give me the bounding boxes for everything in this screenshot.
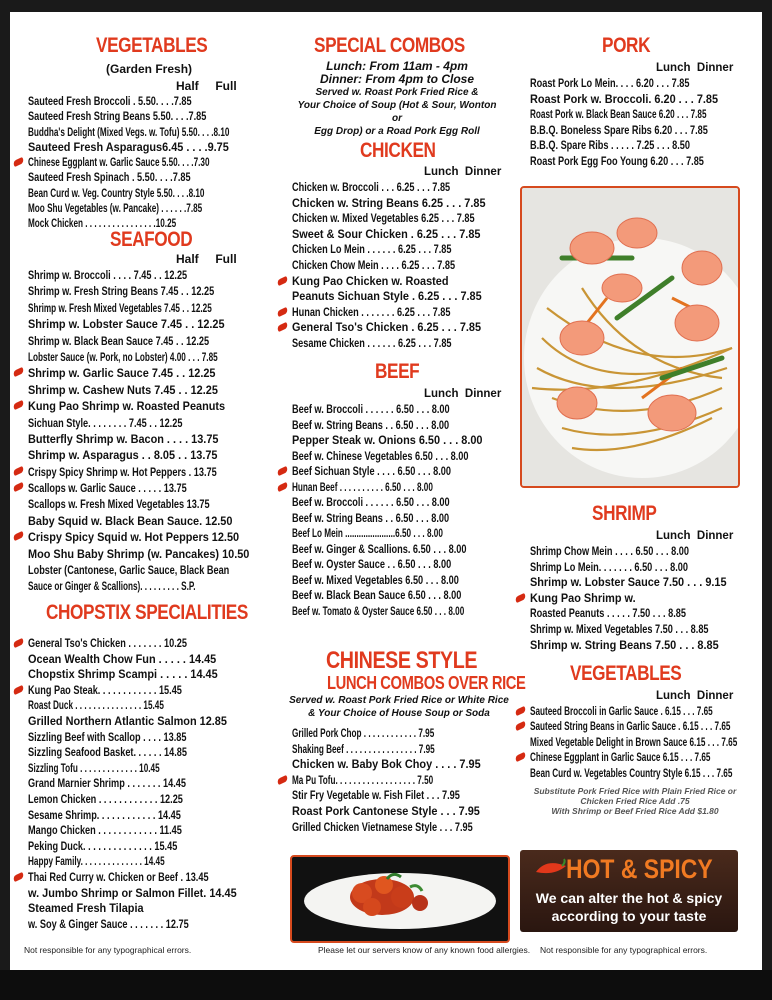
vegetables2-menu-item: [530, 750, 760, 765]
menu-item-text: Sizzling Tofu . . . . . . . . . . . . . 10.45: [28, 760, 160, 775]
menu-item-text: Grilled Northern Atlantic Salmon 12.85: [28, 713, 227, 728]
menu-item-text: Crispy Spicy Squid w. Hot Peppers 12.50: [28, 530, 240, 545]
rice-substitution-notes: [530, 786, 740, 816]
chicken-menu-item: [292, 289, 512, 305]
general-tso-dish-image: [292, 857, 508, 941]
rice-note-2: Chicken Fried Rice Add .75: [580, 796, 690, 806]
menu-item-text: Roast Pork Lo Mein. . . . 6.20 . . . 7.85: [530, 76, 690, 90]
chicken-menu-item: [292, 258, 512, 274]
menu-item-text: Kung Pao Steak. . . . . . . . . . . . 15.45: [28, 682, 182, 697]
chopstix-menu-item: [28, 730, 254, 746]
menu-item-text: Sauteed Fresh String Beans 5.50. . . .7.85: [28, 109, 207, 124]
menu-item-text: B.B.Q. Spare Ribs . . . . . 7.25 . . . 8.50: [530, 138, 691, 152]
menu-item-text: Hunan Chicken . . . . . . . 6.25 . . . 7.85: [292, 304, 451, 319]
menu-item-text: Beef w. Broccoli . . . . . . 6.50 . . . 8.00: [292, 495, 450, 509]
seafood-menu-item: [28, 464, 254, 480]
menu-item-text: Shrimp w. Asparagus . . 8.05 . . 13.75: [28, 448, 218, 463]
menu-item-text: Mock Chicken . . . . . . . . . . . . . . . .10.25: [28, 216, 177, 231]
chinese-style-line-2: & Your Choice of House Soup or Soda: [308, 708, 490, 719]
menu-item-text: Pepper Steak w. Onions 6.50 . . . 8.00: [292, 433, 483, 447]
menu-item-text: Sizzling Beef with Scallop . . . . 13.85: [28, 729, 187, 744]
menu-item-text: Stir Fry Vegetable w. Fish Filet . . . 7.95: [292, 788, 460, 803]
menu-item-text: Shrimp w. Fresh String Beans 7.45 . . 12.25: [28, 284, 215, 299]
seafood-menu-item: [28, 316, 254, 332]
menu-item-text: Sauce or Ginger & Scallions). . . . . . . . . S.P.: [28, 579, 196, 594]
shrimp-menu-item: [530, 638, 760, 654]
chinese-style-line-1: Served w. Roast Pork Fried Rice or White Rice: [289, 695, 509, 706]
menu-item-text: Beef Lo Mein ......................6.50 . . . 8.00: [292, 526, 443, 540]
menu-item-text: Chicken w. Mixed Vegetables 6.25 . . . 7.85: [292, 211, 475, 226]
shrimp-list: [530, 544, 760, 653]
vegetables2-title: VEGETABLES: [570, 662, 682, 685]
pork-menu-item: [530, 92, 760, 108]
vegetables2-menu-item: [530, 735, 760, 750]
vegetables2-header: Lunch Dinner: [656, 690, 734, 702]
chinese_style-menu-item: [292, 820, 512, 836]
chicken-menu-item: [292, 336, 512, 352]
menu-item-text: Sweet & Sour Chicken . 6.25 . . . 7.85: [292, 226, 481, 241]
rice-note-1: Substitute Pork Fried Rice with Plain Fried Rice or: [533, 786, 737, 796]
menu-item-text: Chinese Eggplant w. Garlic Sauce 5.50. . . .7.30: [28, 155, 210, 170]
chinese-style-title: CHINESE STYLE: [326, 647, 478, 674]
chicken-menu-item: [292, 305, 512, 321]
shrimp-menu-item: [530, 560, 760, 576]
beef-menu-item: [292, 511, 512, 527]
menu-item-text: Beef w. Chinese Vegetables 6.50 . . . 8.00: [292, 448, 469, 463]
menu-item-text: Moo Shu Baby Shrimp (w. Pancakes) 10.50: [28, 546, 250, 561]
beef-menu-item: [292, 402, 512, 418]
chinese-style-info: [286, 694, 512, 720]
menu-item-text: Mango Chicken . . . . . . . . . . . . 11.45: [28, 823, 182, 838]
menu-item-text: Chopstix Shrimp Scampi . . . . . 14.45: [28, 667, 218, 682]
menu-item-text: Beef w. Oyster Sauce . . 6.50 . . . 8.00: [292, 557, 452, 571]
footer-right: Not responsible for any typographical errors.: [540, 945, 708, 955]
chicken-menu-item: [292, 211, 512, 227]
seafood-menu-item: [28, 283, 254, 299]
beef-menu-item: [292, 542, 512, 558]
pork-menu-item: [530, 107, 760, 123]
chinese_style-menu-item: [292, 742, 512, 758]
menu-item-text: Roast Duck . . . . . . . . . . . . . . . 15.45: [28, 698, 164, 713]
menu-item-text: Lobster Sauce (w. Pork, no Lobster) 4.00 . . . 7.85: [28, 349, 218, 364]
menu-item-text: Beef w. Black Bean Sauce 6.50 . . . 8.00: [292, 588, 462, 602]
seafood-menu-item: [28, 333, 254, 349]
seafood-menu-item: [28, 382, 254, 398]
menu-item-text: Shrimp w. Lobster Sauce 7.50 . . . 9.15: [530, 575, 727, 590]
pork-header: Lunch Dinner: [656, 62, 734, 74]
menu-item-text: Roast Pork Egg Foo Young 6.20 . . . 7.85: [530, 153, 704, 168]
combo-line-4: Your Choice of Soup (Hot & Sour, Wonton or: [297, 100, 497, 124]
pork-menu-item: [530, 123, 760, 139]
seafood-menu-item: [28, 365, 254, 381]
menu-item-text: Peanuts Sichuan Style . 6.25 . . . 7.85: [292, 289, 482, 304]
seafood-menu-item: [28, 496, 254, 512]
menu-item-text: General Tso's Chicken . 6.25 . . . 7.85: [292, 320, 482, 335]
shrimp-menu-item: [530, 622, 760, 638]
hot-spicy-title: HOT & SPICY: [566, 854, 713, 884]
chopstix-menu-item: [28, 761, 254, 777]
menu-item-text: Thai Red Curry w. Chicken or Beef . 13.45: [28, 869, 209, 884]
vegetables-menu-item: [28, 94, 254, 109]
vegetables-menu-item: [28, 186, 254, 201]
chopstix-menu-item: [28, 667, 254, 683]
menu-item-text: Mixed Vegetable Delight in Brown Sauce 6.15 . . . 7.65: [530, 734, 738, 749]
menu-item-text: Happy Family. . . . . . . . . . . . . . 14.45: [28, 854, 165, 869]
combo-line-5: Egg Drop) or a Road Pork Egg Roll: [314, 126, 480, 137]
menu-item-text: Chicken w. String Beans 6.25 . . . 7.85: [292, 195, 486, 210]
seafood-menu-item: [28, 529, 254, 545]
seafood-menu-item: [28, 480, 254, 496]
seafood-menu-item: [28, 398, 254, 414]
chopstix-menu-item: [28, 652, 254, 668]
chopstix-menu-item: [28, 886, 254, 902]
menu-item-text: Chicken Lo Mein . . . . . . 6.25 . . . 7.85: [292, 242, 452, 257]
menu-item-text: Roast Pork w. Black Bean Sauce 6.20 . . . 7.85: [530, 107, 707, 121]
menu-item-text: Sesame Shrimp. . . . . . . . . . . . 14.45: [28, 807, 181, 822]
vegetables-subtitle: (Garden Fresh): [106, 62, 193, 76]
general-tso-photo: [290, 855, 510, 943]
vegetables-menu-item: [28, 109, 254, 124]
menu-item-text: Hunan Beef . . . . . . . . . . 6.50 . . . 8.00: [292, 479, 433, 494]
menu-item-text: B.B.Q. Boneless Spare Ribs 6.20 . . . 7.85: [530, 122, 708, 137]
menu-item-text: Moo Shu Vegetables (w. Pancake) . . . . . .7.85: [28, 201, 203, 216]
menu-item-text: Sichuan Style. . . . . . . . 7.45 . . 12.25: [28, 415, 183, 430]
menu-item-text: Sauteed Fresh Asparagus6.45 . . . .9.75: [28, 139, 229, 154]
menu-item-text: Beef w. Tomato & Oyster Sauce 6.50 . . . 8.00: [292, 603, 465, 618]
seafood-header: Half Full: [176, 252, 237, 266]
seafood-menu-item: [28, 415, 254, 431]
beef-header: Lunch Dinner: [424, 388, 502, 400]
menu-item-text: Buddha's Delight (Mixed Vegs. w. Tofu) 5.50. . . .8.10: [28, 124, 230, 139]
seafood-menu-item: [28, 562, 254, 578]
vegetables-list: [28, 94, 254, 232]
menu-item-text: Beef w. Mixed Vegetables 6.50 . . . 8.00: [292, 572, 459, 587]
menu-item-text: Chicken w. Broccoli . . . 6.25 . . . 7.85: [292, 180, 451, 194]
seafood-menu-item: [28, 431, 254, 447]
menu-item-text: Bean Curd w. Vegetables Country Style 6.15 . . . 7.65: [530, 765, 733, 780]
hot-spicy-banner: [520, 850, 738, 932]
shrimp-menu-item: [530, 591, 760, 607]
beef-menu-item: [292, 573, 512, 589]
beef-menu-item: [292, 557, 512, 573]
menu-item-text: Scallops w. Fresh Mixed Vegetables 13.75: [28, 497, 210, 512]
menu-item-text: Shrimp w. Garlic Sauce 7.45 . . 12.25: [28, 366, 216, 381]
footer-middle: Please let our servers know of any known food allergies.: [318, 945, 531, 955]
menu-item-text: Sauteed Fresh Spinach . 5.50. . . .7.85: [28, 170, 191, 185]
seafood-title: SEAFOOD: [110, 228, 193, 251]
menu-item-text: Baby Squid w. Black Bean Sauce. 12.50: [28, 513, 233, 528]
seafood-list: [28, 267, 254, 595]
chopstix-menu-item: [28, 745, 254, 761]
menu-item-text: Shrimp w. Lobster Sauce 7.45 . . 12.25: [28, 317, 225, 332]
menu-item-text: Lemon Chicken . . . . . . . . . . . . 12.25: [28, 791, 183, 806]
bottom-edge: [0, 970, 772, 1000]
menu-item-text: Chicken w. Baby Bok Choy . . . . 7.95: [292, 757, 481, 772]
chinese_style-menu-item: [292, 757, 512, 773]
menu-item-text: General Tso's Chicken . . . . . . . 10.25: [28, 636, 187, 650]
chopstix-menu-item: [28, 792, 254, 808]
menu-item-text: Sauteed Fresh Broccoli . 5.50. . . .7.85: [28, 94, 192, 108]
menu-item-text: Crispy Spicy Shrimp w. Hot Peppers . 13.75: [28, 464, 217, 479]
chinese_style-menu-item: [292, 804, 512, 820]
chopstix-menu-item: [28, 808, 254, 824]
vegetables-menu-item: [28, 201, 254, 216]
menu-item-text: Shrimp Lo Mein. . . . . . . 6.50 . . . 8.00: [530, 559, 688, 574]
menu-item-text: Shrimp w. Fresh Mixed Vegetables 7.45 . . 12.25: [28, 300, 212, 315]
chinese-style-list: [292, 726, 512, 835]
chopstix-menu-item: [28, 901, 254, 917]
pork-list: [530, 76, 760, 169]
special-combos-info: [292, 60, 502, 138]
chicken-menu-item: [292, 227, 512, 243]
vegetables2-menu-item: [530, 704, 760, 719]
menu-item-text: Beef w. Ginger & Scallions. 6.50 . . . 8.00: [292, 541, 467, 556]
chopstix-menu-item: [28, 917, 254, 933]
chinese_style-menu-item: [292, 726, 512, 742]
beef-menu-item: [292, 495, 512, 511]
chinese_style-menu-item: [292, 773, 512, 789]
chicken-menu-item: [292, 196, 512, 212]
seafood-menu-item: [28, 578, 254, 594]
pork-menu-item: [530, 76, 760, 92]
menu-item-text: Butterfly Shrimp w. Bacon . . . . 13.75: [28, 431, 219, 446]
seafood-menu-item: [28, 349, 254, 365]
chopstix-menu-item: [28, 839, 254, 855]
vegetables-title: VEGETABLES: [96, 34, 208, 57]
chinese-style-subtitle: LUNCH COMBOS OVER RICE: [327, 673, 526, 693]
menu-item-text: Shrimp w. String Beans 7.50 . . . 8.85: [530, 637, 719, 652]
menu-item-text: Shrimp Chow Mein . . . . 6.50 . . . 8.00: [530, 544, 689, 558]
menu-item-text: Kung Pao Shrimp w.: [530, 590, 636, 605]
beef-menu-item: [292, 464, 512, 480]
chicken-list: [292, 180, 512, 352]
menu-item-text: Scallops w. Garlic Sauce . . . . . 13.75: [28, 481, 187, 496]
vegetables-menu-item: [28, 155, 254, 170]
chopstix-menu-item: [28, 823, 254, 839]
special-combos-title: SPECIAL COMBOS: [314, 34, 465, 57]
footer-left: Not responsible for any typographical errors.: [24, 945, 192, 955]
seafood-menu-item: [28, 513, 254, 529]
beef-list: [292, 402, 512, 619]
chicken-menu-item: [292, 320, 512, 336]
menu-item-text: Lobster (Cantonese, Garlic Sauce, Black Bean: [28, 563, 230, 578]
menu-item-text: Kung Pao Shrimp w. Roasted Peanuts: [28, 399, 226, 414]
menu-item-text: Bean Curd w. Veg. Country Style 5.50. . . .8.10: [28, 185, 205, 200]
beef-title: BEEF: [375, 360, 420, 383]
pork-menu-item: [530, 138, 760, 154]
hot-spicy-line-2: according to your taste: [551, 908, 707, 924]
menu-item-text: Roast Pork Cantonese Style . . . 7.95: [292, 803, 480, 818]
vegetables-header: Half Full: [176, 79, 237, 93]
menu-item-text: Chinese Eggplant in Garlic Sauce 6.15 . . . 7.65: [530, 750, 711, 765]
menu-item-text: Grilled Pork Chop . . . . . . . . . . . . 7.95: [292, 726, 435, 740]
beef-menu-item: [292, 526, 512, 542]
chopstix-menu-item: [28, 636, 254, 652]
menu-item-text: Beef w. String Beans . . 6.50 . . . 8.00: [292, 417, 450, 432]
chinese_style-menu-item: [292, 788, 512, 804]
chicken-header: Lunch Dinner: [424, 166, 502, 178]
shrimp-menu-item: [530, 606, 760, 622]
rice-note-3: With Shrimp or Beef Fried Rice Add $1.80: [551, 806, 719, 816]
menu-item-text: Peking Duck. . . . . . . . . . . . . . 15.45: [28, 838, 178, 853]
vegetables2-menu-item: [530, 766, 760, 781]
vegetables2-menu-item: [530, 719, 760, 734]
chopstix-title: CHOPSTIX SPECIALITIES: [46, 601, 248, 624]
menu-item-text: Grand Marnier Shrimp . . . . . . . 14.45: [28, 776, 186, 791]
menu-item-text: Steamed Fresh Tilapia: [28, 901, 144, 916]
shrimp-menu-item: [530, 575, 760, 591]
menu-item-text: Roast Pork w. Broccoli. 6.20 . . . 7.85: [530, 91, 719, 106]
seafood-menu-item: [28, 300, 254, 316]
menu-item-text: w. Soy & Ginger Sauce . . . . . . . 12.75: [28, 916, 189, 931]
pork-title: PORK: [602, 34, 651, 57]
beef-menu-item: [292, 418, 512, 434]
menu-item-text: Beef Sichuan Style . . . . 6.50 . . . 8.00: [292, 464, 452, 478]
menu-item-text: Beef w. Broccoli . . . . . . 6.50 . . . 8.00: [292, 402, 450, 416]
menu-item-text: Sizzling Seafood Basket. . . . . . 14.85: [28, 745, 187, 760]
chili-pepper-icon: [532, 858, 568, 880]
menu-item-text: Ocean Wealth Chow Fun . . . . . 14.45: [28, 651, 217, 666]
chicken-menu-item: [292, 180, 512, 196]
chopstix-menu-item: [28, 776, 254, 792]
menu-item-text: Shaking Beef . . . . . . . . . . . . . . . . 7.95: [292, 741, 435, 756]
menu-item-text: Roasted Peanuts . . . . . 7.50 . . . 8.85: [530, 606, 686, 621]
menu-item-text: Chicken Chow Mein . . . . 6.25 . . . 7.85: [292, 257, 456, 272]
menu-item-text: Grilled Chicken Vietnamese Style . . . 7.95: [292, 819, 473, 834]
beef-menu-item: [292, 480, 512, 496]
chopstix-menu-item: [28, 714, 254, 730]
chicken-title: CHICKEN: [360, 139, 436, 162]
menu-item-text: w. Jumbo Shrimp or Salmon Fillet. 14.45: [28, 885, 237, 900]
chicken-menu-item: [292, 274, 512, 290]
menu-item-text: Beef w. String Beans . . 6.50 . . . 8.00: [292, 510, 450, 525]
shrimp-menu-item: [530, 544, 760, 560]
combo-line-3: Served w. Roast Pork Fried Rice &: [315, 87, 479, 98]
chicken-menu-item: [292, 242, 512, 258]
vegetables-menu-item: [28, 125, 254, 140]
menu-item-text: Sesame Chicken . . . . . . 6.25 . . . 7.85: [292, 335, 452, 350]
seafood-menu-item: [28, 546, 254, 562]
seafood-menu-item: [28, 267, 254, 283]
chopstix-menu-item: [28, 870, 254, 886]
combo-dinner: Dinner: From 4pm to Close: [319, 72, 474, 86]
hot-spicy-line-1: We can alter the hot & spicy: [535, 890, 723, 906]
chopstix-menu-item: [28, 683, 254, 699]
seafood-menu-item: [28, 447, 254, 463]
menu-item-text: Shrimp w. Broccoli . . . . 7.45 . . 12.25: [28, 268, 188, 282]
beef-menu-item: [292, 433, 512, 449]
pork-menu-item: [530, 154, 760, 170]
shrimp-title: SHRIMP: [592, 502, 657, 525]
menu-item-text: Shrimp w. Black Bean Sauce 7.45 . . 12.25: [28, 333, 210, 348]
menu-item-text: Sauteed Broccoli in Garlic Sauce . 6.15 . . . 7.65: [530, 704, 713, 718]
menu-item-text: Ma Pu Tofu. . . . . . . . . . . . . . . . . . 7.50: [292, 772, 434, 787]
menu-item-text: Shrimp w. Mixed Vegetables 7.50 . . . 8.85: [530, 621, 709, 636]
menu-item-text: Shrimp w. Cashew Nuts 7.45 . . 12.25: [28, 382, 218, 397]
menu-item-text: Kung Pao Chicken w. Roasted: [292, 273, 449, 288]
combo-lunch: Lunch: From 11am - 4pm: [326, 59, 468, 73]
beef-menu-item: [292, 588, 512, 604]
beef-menu-item: [292, 449, 512, 465]
chopstix-menu-item: [28, 698, 254, 714]
shrimp-header: Lunch Dinner: [656, 530, 734, 542]
shrimp-lo-mein-photo: [520, 186, 740, 488]
chopstix-list: [28, 636, 254, 932]
vegetables2-list: [530, 704, 760, 781]
vegetables-menu-item: [28, 170, 254, 185]
menu-item-text: Sauteed String Beans in Garlic Sauce . 6.15 . . . 7.65: [530, 719, 731, 734]
vegetables-menu-item: [28, 140, 254, 155]
shrimp-lo-mein-image: [522, 188, 738, 486]
beef-menu-item: [292, 604, 512, 620]
chopstix-menu-item: [28, 854, 254, 870]
